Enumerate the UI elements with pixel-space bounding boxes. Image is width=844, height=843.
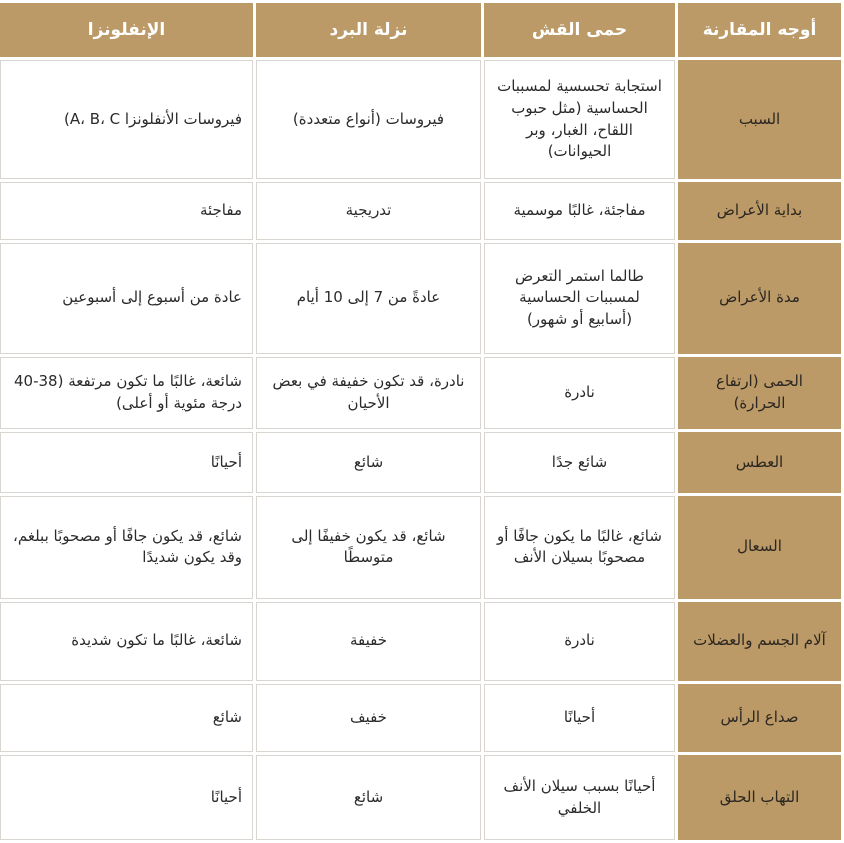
header-aspect: أوجه المقارنة — [678, 3, 841, 57]
cell-hay-fever: طالما استمر التعرض لمسببات الحساسية (أسابيع أو شهور) — [484, 243, 675, 354]
table-row — [0, 243, 841, 354]
cell-common-cold: عادةً من 7 إلى 10 أيام — [256, 243, 481, 354]
row-aspect-headache: صداع الرأس — [678, 684, 841, 753]
table-row — [0, 602, 841, 681]
cell-hay-fever: استجابة تحسسية لمسببات الحساسية (مثل حبوب اللقاح، الغبار، وبر الحيوانات) — [484, 60, 675, 179]
cell-common-cold: شائع، قد يكون خفيفًا إلى متوسطًا — [256, 496, 481, 599]
table-header — [0, 3, 841, 57]
cell-common-cold: تدريجية — [256, 182, 481, 240]
header-hay-fever: حمى القش — [484, 3, 675, 57]
cell-influenza: شائعة، غالبًا ما تكون مرتفعة (38-40 درجة مئوية أو أعلى) — [0, 357, 253, 430]
cell-hay-fever: نادرة — [484, 357, 675, 430]
cell-influenza: شائع — [0, 684, 253, 753]
cell-hay-fever: شائع جدًا — [484, 432, 675, 493]
cell-influenza: أحيانًا — [0, 432, 253, 493]
row-aspect-sneezing: العطس — [678, 432, 841, 493]
header-influenza: الإنفلونزا — [0, 3, 253, 57]
header-row — [0, 3, 841, 57]
table-row — [0, 182, 841, 240]
cell-common-cold: شائع — [256, 755, 481, 840]
table-row — [0, 755, 841, 840]
row-aspect-body-aches: آلام الجسم والعضلات — [678, 602, 841, 681]
cell-hay-fever: أحيانًا بسبب سيلان الأنف الخلفي — [484, 755, 675, 840]
cell-influenza: فيروسات الأنفلونزا A، B، C) — [0, 60, 253, 179]
table-body — [0, 60, 841, 840]
cell-hay-fever: أحيانًا — [484, 684, 675, 753]
cell-common-cold: خفيفة — [256, 602, 481, 681]
cell-common-cold: شائع — [256, 432, 481, 493]
row-aspect-sore-throat: التهاب الحلق — [678, 755, 841, 840]
table-row — [0, 496, 841, 599]
row-aspect-fever: الحمى (ارتفاع الحرارة) — [678, 357, 841, 430]
cell-influenza: مفاجئة — [0, 182, 253, 240]
cell-influenza: شائعة، غالبًا ما تكون شديدة — [0, 602, 253, 681]
table-row — [0, 357, 841, 430]
row-aspect-cough: السعال — [678, 496, 841, 599]
table-row — [0, 432, 841, 493]
cell-influenza: شائع، قد يكون جافًا أو مصحوبًا ببلغم، وقد يكون شديدًا — [0, 496, 253, 599]
cell-common-cold: نادرة، قد تكون خفيفة في بعض الأحيان — [256, 357, 481, 430]
cell-hay-fever: مفاجئة، غالبًا موسمية — [484, 182, 675, 240]
cell-hay-fever: شائع، غالبًا ما يكون جافًا أو مصحوبًا بسيلان الأنف — [484, 496, 675, 599]
row-aspect-cause: السبب — [678, 60, 841, 179]
cell-influenza: عادة من أسبوع إلى أسبوعين — [0, 243, 253, 354]
row-aspect-duration: مدة الأعراض — [678, 243, 841, 354]
cell-common-cold: فيروسات (أنواع متعددة) — [256, 60, 481, 179]
table-row — [0, 60, 841, 179]
cell-common-cold: خفيف — [256, 684, 481, 753]
header-common-cold: نزلة البرد — [256, 3, 481, 57]
cell-hay-fever: نادرة — [484, 602, 675, 681]
table-row — [0, 684, 841, 753]
cell-influenza: أحيانًا — [0, 755, 253, 840]
row-aspect-onset: بداية الأعراض — [678, 182, 841, 240]
